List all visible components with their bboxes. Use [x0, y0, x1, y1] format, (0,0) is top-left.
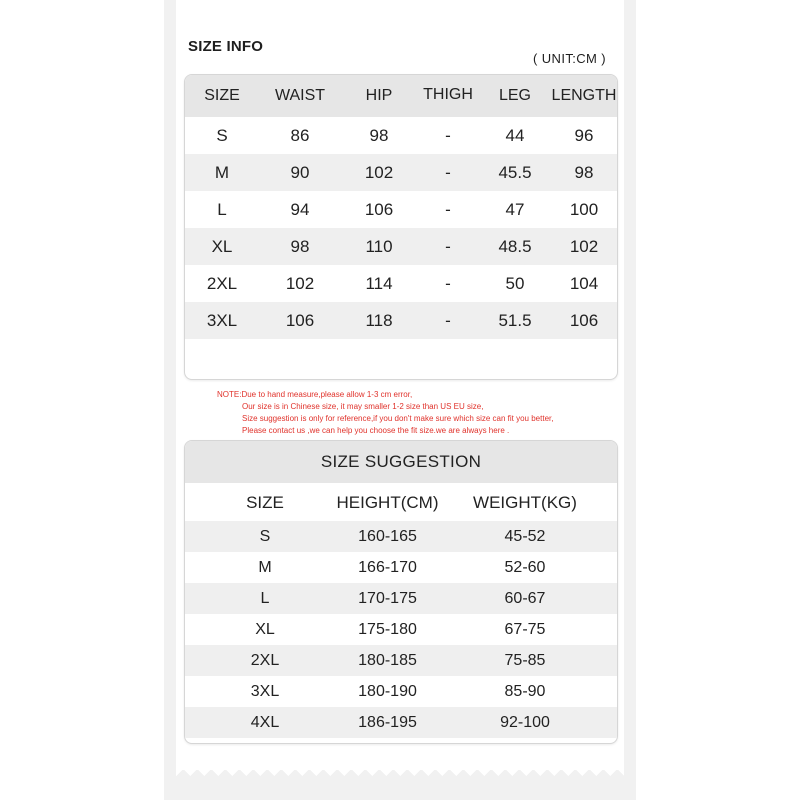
table-row [185, 521, 617, 552]
table-header [185, 75, 617, 117]
cell-waist: 94 [290, 199, 310, 219]
cell-hip: 110 [365, 236, 393, 256]
cell-size: 4XL [250, 713, 280, 731]
cell-leg: 48.5 [498, 236, 532, 256]
unit-label: ( UNIT:CM ) [533, 51, 606, 66]
cell-leg: 44 [505, 125, 525, 145]
cell-weight: 85-90 [504, 682, 546, 700]
size-info-table [184, 74, 618, 380]
cell-size: 2XL [250, 651, 280, 669]
cell-weight: 45-52 [504, 527, 546, 545]
cell-length: 104 [569, 273, 599, 293]
cell-thigh: - [445, 310, 451, 330]
cell-weight: 67-75 [504, 620, 546, 638]
table-row [185, 552, 617, 583]
note-line: Size suggestion is only for reference,if you don't make sure which size can fit you better, [242, 414, 554, 423]
cell-size: XL [211, 236, 233, 256]
cell-height: 175-180 [358, 620, 417, 638]
cell-thigh: - [445, 273, 451, 293]
header-length: LENGTH [551, 87, 617, 104]
cell-waist: 102 [285, 273, 315, 293]
cell-hip: 102 [364, 162, 394, 182]
cell-size: S [216, 125, 228, 145]
cell-weight: 75-85 [504, 651, 546, 669]
cell-length: 100 [569, 199, 599, 219]
cell-thigh: - [445, 125, 451, 145]
note-line: NOTE:Due to hand measure,please allow 1-3 cm error, [217, 390, 413, 399]
cell-height: 160-165 [358, 527, 417, 545]
header-weight: WEIGHT(KG) [473, 493, 577, 512]
table-row [185, 117, 617, 154]
header-size: SIZE [246, 493, 284, 512]
table-row-empty [185, 339, 617, 376]
table-row [185, 676, 617, 707]
table-row [185, 302, 617, 339]
cell-weight: 60-67 [504, 589, 546, 607]
header-waist: WAIST [274, 87, 326, 104]
cell-leg: 51.5 [498, 310, 532, 330]
cell-weight: 52-60 [504, 558, 546, 576]
cell-length: 98 [574, 162, 594, 182]
cell-weight: 92-100 [500, 713, 550, 731]
header-height: HEIGHT(CM) [336, 493, 439, 512]
cell-waist: 106 [285, 310, 315, 330]
cell-size: L [260, 589, 270, 607]
cell-length: 96 [574, 125, 594, 145]
header-thigh: THIGH [423, 86, 473, 103]
cell-hip: 106 [364, 199, 394, 219]
cell-size: 2XL [206, 273, 238, 293]
zigzag-edge [176, 762, 624, 776]
table-row [185, 191, 617, 228]
table-header [185, 485, 617, 521]
cell-size: L [217, 199, 227, 219]
header-size: SIZE [204, 87, 240, 104]
cell-hip: 118 [365, 310, 393, 330]
cell-length: 102 [569, 236, 599, 256]
header-leg: LEG [498, 87, 531, 104]
cell-waist: 86 [290, 125, 310, 145]
cell-size: M [214, 162, 230, 182]
note-line: Please contact us ,we can help you choose the fit size.we are always here . [242, 426, 510, 435]
cell-size: S [259, 527, 271, 545]
cell-height: 170-175 [358, 589, 417, 607]
cell-height: 186-195 [358, 713, 417, 731]
cell-thigh: - [445, 162, 451, 182]
cell-hip: 114 [365, 273, 393, 293]
cell-thigh: - [445, 199, 451, 219]
cell-length: 106 [569, 310, 599, 330]
size-suggestion-title: SIZE SUGGESTION [185, 441, 617, 483]
cell-leg: 45.5 [498, 162, 532, 182]
cell-thigh: - [445, 236, 451, 256]
table-row [185, 614, 617, 645]
table-row [185, 645, 617, 676]
cell-leg: 47 [505, 199, 525, 219]
note-line: Our size is in Chinese size, it may smaller 1-2 size than US EU size, [242, 402, 484, 411]
size-note [217, 389, 553, 437]
size-suggestion-table [184, 440, 618, 744]
cell-hip: 98 [369, 125, 389, 145]
cell-height: 180-190 [358, 682, 417, 700]
cell-size: M [258, 558, 272, 576]
cell-size: XL [255, 620, 275, 638]
cell-waist: 98 [290, 236, 310, 256]
table-row [185, 154, 617, 191]
table-row [185, 707, 617, 738]
table-row [185, 583, 617, 614]
cell-waist: 90 [290, 162, 310, 182]
cell-leg: 50 [505, 273, 525, 293]
cell-height: 166-170 [358, 558, 417, 576]
cell-size: 3XL [206, 310, 238, 330]
cell-height: 180-185 [358, 651, 417, 669]
header-hip: HIP [365, 87, 393, 104]
cell-size: 3XL [250, 682, 280, 700]
size-info-title: SIZE INFO [188, 38, 264, 55]
table-row [185, 265, 617, 302]
table-row [185, 228, 617, 265]
